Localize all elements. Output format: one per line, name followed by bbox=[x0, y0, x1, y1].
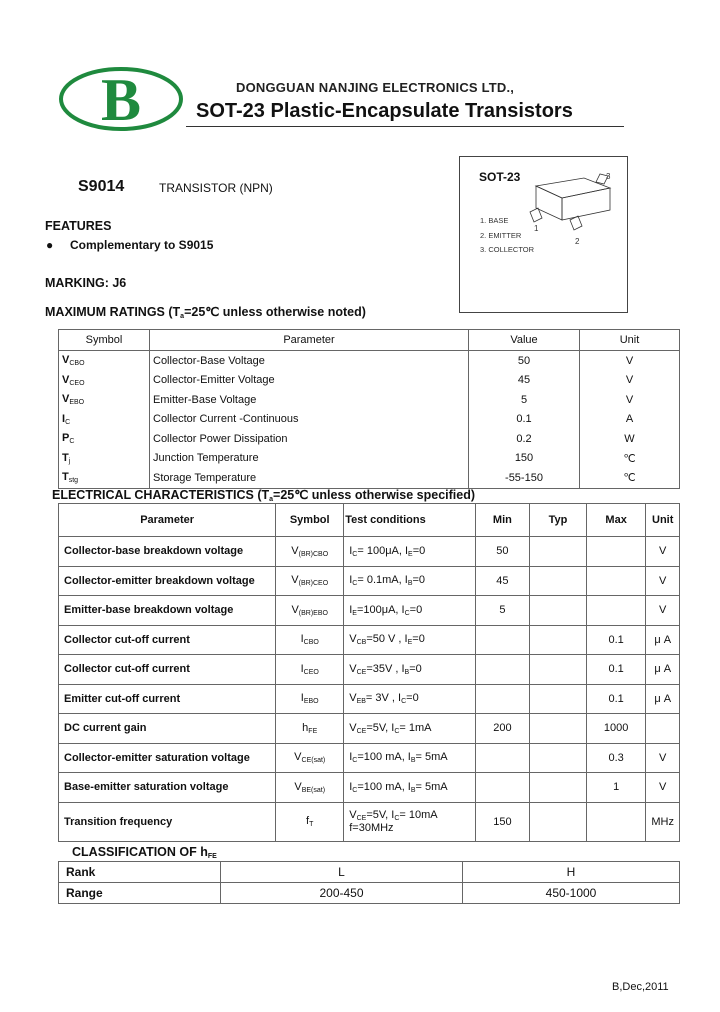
table-row bbox=[59, 625, 680, 655]
part-number: S9014 bbox=[78, 178, 125, 195]
feature-item: Complementary to S9015 bbox=[70, 238, 214, 252]
cell-min bbox=[475, 743, 529, 773]
table-row bbox=[59, 429, 680, 449]
cell-symbol: $V_{CBO}$ bbox=[59, 351, 150, 371]
range-h: 450-1000 bbox=[463, 883, 680, 904]
cell-parameter: Transition frequency bbox=[59, 802, 276, 841]
cell-unit: V bbox=[580, 371, 680, 391]
cell-unit: V bbox=[646, 537, 680, 567]
cell-max: 0.1 bbox=[586, 684, 646, 714]
cell-parameter: Emitter-Base Voltage bbox=[150, 390, 469, 410]
cell-parameter: Storage Temperature bbox=[150, 468, 469, 488]
cell-condition: $V_{CE}=5V$, $I_C= 1mA$ bbox=[344, 714, 476, 744]
cell-unit: V bbox=[646, 743, 680, 773]
cell-typ bbox=[530, 802, 587, 841]
max-ratings-table bbox=[58, 329, 680, 489]
cell-typ bbox=[530, 743, 587, 773]
cell-unit: V bbox=[580, 390, 680, 410]
table-row bbox=[59, 371, 680, 391]
table-row bbox=[59, 714, 680, 744]
col-unit: Unit bbox=[580, 330, 680, 351]
range-l: 200-450 bbox=[221, 883, 463, 904]
pin-label-base: 1. BASE bbox=[480, 216, 509, 225]
cell-unit: μ A bbox=[646, 625, 680, 655]
cell-max bbox=[586, 596, 646, 626]
cell-value: 50 bbox=[469, 351, 580, 371]
cell-parameter: Emitter cut-off current bbox=[59, 684, 276, 714]
cell-symbol: $V_{(BR)EBO}$ bbox=[276, 596, 344, 626]
col-max: Max bbox=[586, 504, 646, 537]
cell-condition: $I_C= 0.1mA$, $I_B=0$ bbox=[344, 566, 476, 596]
cell-symbol: $T_{stg}$ bbox=[59, 468, 150, 488]
cell-parameter: Collector cut-off current bbox=[59, 625, 276, 655]
cell-min bbox=[475, 625, 529, 655]
max-ratings-heading: MAXIMUM RATINGS ($T_a=25℃$ unless otherwise noted) bbox=[45, 305, 366, 320]
cell-parameter: Collector-base breakdown voltage bbox=[59, 537, 276, 567]
cell-value: 0.2 bbox=[469, 429, 580, 449]
pin-label-collector: 3. COLLECTOR bbox=[480, 245, 535, 254]
col-symbol: Symbol bbox=[59, 330, 150, 351]
cell-symbol: $P_C$ bbox=[59, 429, 150, 449]
table-row bbox=[59, 390, 680, 410]
classification-heading: CLASSIFICATION OF $h_{FE}$ bbox=[72, 845, 217, 860]
cell-parameter: Collector Power Dissipation bbox=[150, 429, 469, 449]
cell-parameter: Collector-Base Voltage bbox=[150, 351, 469, 371]
cell-condition: $V_{CE}=5V$, $I_C= 10mA$ f=30MHz bbox=[344, 802, 476, 841]
cell-symbol: $I_{CBO}$ bbox=[276, 625, 344, 655]
cell-typ bbox=[530, 537, 587, 567]
sot23-package-drawing bbox=[522, 168, 622, 252]
part-description: TRANSISTOR (NPN) bbox=[159, 181, 273, 195]
cell-condition: $I_E=100\mu A$, $I_C=0$ bbox=[344, 596, 476, 626]
cell-condition: $I_C=100$ mA, $I_B= 5mA$ bbox=[344, 773, 476, 803]
cell-value: 5 bbox=[469, 390, 580, 410]
electrical-heading: ELECTRICAL CHARACTERISTICS ($T_a=25℃$ unless otherwise specified) bbox=[52, 488, 476, 503]
cell-condition: $I_C= 100\mu A$, $I_E=0$ bbox=[344, 537, 476, 567]
company-logo bbox=[58, 66, 184, 132]
cell-parameter: Collector cut-off current bbox=[59, 655, 276, 685]
cell-value: -55-150 bbox=[469, 468, 580, 488]
table-row bbox=[59, 596, 680, 626]
cell-symbol: $V_{(BR)CBO}$ bbox=[276, 537, 344, 567]
cell-unit: ℃ bbox=[580, 449, 680, 469]
cell-min: 50 bbox=[475, 537, 529, 567]
cell-max: 1000 bbox=[586, 714, 646, 744]
cell-symbol: $V_{(BR)CEO}$ bbox=[276, 566, 344, 596]
col-parameter: Parameter bbox=[150, 330, 469, 351]
marking-label: MARKING: J6 bbox=[45, 276, 127, 290]
cell-symbol: $V_{CE(sat)}$ bbox=[276, 743, 344, 773]
cell-unit: W bbox=[580, 429, 680, 449]
cell-unit bbox=[646, 714, 680, 744]
cell-symbol: $f_T$ bbox=[276, 802, 344, 841]
cell-symbol: $I_{EBO}$ bbox=[276, 684, 344, 714]
cell-unit: μ A bbox=[646, 655, 680, 685]
revision-date: B,Dec,2011 bbox=[612, 981, 669, 993]
pin-number-1: 1 bbox=[534, 224, 539, 233]
cell-min bbox=[475, 684, 529, 714]
rank-l: L bbox=[221, 862, 463, 883]
cell-condition: $I_C=100$ mA, $I_B= 5mA$ bbox=[344, 743, 476, 773]
cell-max: 0.3 bbox=[586, 743, 646, 773]
col-typ: Typ bbox=[530, 504, 587, 537]
range-label: Range bbox=[59, 883, 221, 904]
cell-typ bbox=[530, 773, 587, 803]
cell-symbol: $V_{BE(sat)}$ bbox=[276, 773, 344, 803]
table-row bbox=[59, 449, 680, 469]
cell-min bbox=[475, 773, 529, 803]
cell-typ bbox=[530, 566, 587, 596]
cell-typ bbox=[530, 714, 587, 744]
pin-number-3: 3 bbox=[606, 172, 611, 181]
cell-max bbox=[586, 566, 646, 596]
cell-parameter: Emitter-base breakdown voltage bbox=[59, 596, 276, 626]
cell-max bbox=[586, 802, 646, 841]
logo-letter: B bbox=[100, 67, 142, 132]
cell-symbol: $I_C$ bbox=[59, 410, 150, 430]
cell-min: 5 bbox=[475, 596, 529, 626]
cell-typ bbox=[530, 625, 587, 655]
package-title: SOT-23 bbox=[479, 170, 521, 184]
table-row bbox=[59, 802, 680, 841]
cell-symbol: $T_j$ bbox=[59, 449, 150, 469]
cell-symbol: $V_{EBO}$ bbox=[59, 390, 150, 410]
cell-parameter: Collector-emitter breakdown voltage bbox=[59, 566, 276, 596]
table-row bbox=[59, 537, 680, 567]
table-row bbox=[59, 684, 680, 714]
cell-parameter: Collector-emitter saturation voltage bbox=[59, 743, 276, 773]
cell-value: 0.1 bbox=[469, 410, 580, 430]
cell-min: 150 bbox=[475, 802, 529, 841]
cell-typ bbox=[530, 655, 587, 685]
cell-unit: A bbox=[580, 410, 680, 430]
electrical-table bbox=[58, 503, 680, 842]
table-row bbox=[59, 351, 680, 371]
classification-table bbox=[58, 861, 680, 904]
table-row bbox=[59, 410, 680, 430]
cell-unit: V bbox=[646, 596, 680, 626]
rank-label: Rank bbox=[59, 862, 221, 883]
cell-symbol: $h_{FE}$ bbox=[276, 714, 344, 744]
title-divider bbox=[186, 126, 624, 127]
cell-unit: V bbox=[646, 773, 680, 803]
table-row bbox=[59, 468, 680, 488]
table-row bbox=[59, 743, 680, 773]
cell-max: 0.1 bbox=[586, 625, 646, 655]
table-row bbox=[59, 773, 680, 803]
col-test-conditions: Test conditions bbox=[344, 504, 476, 537]
cell-max: 1 bbox=[586, 773, 646, 803]
cell-symbol: $I_{CEO}$ bbox=[276, 655, 344, 685]
table-row bbox=[59, 566, 680, 596]
table-row bbox=[59, 655, 680, 685]
features-heading: FEATURES bbox=[45, 219, 112, 233]
cell-min: 200 bbox=[475, 714, 529, 744]
col-symbol: Symbol bbox=[276, 504, 344, 537]
cell-unit: ℃ bbox=[580, 468, 680, 488]
cell-condition: $V_{CE}=35V$ , $I_B=0$ bbox=[344, 655, 476, 685]
bullet-icon: ● bbox=[46, 238, 54, 252]
cell-unit: μ A bbox=[646, 684, 680, 714]
pin-label-emitter: 2. EMITTER bbox=[480, 231, 522, 240]
cell-min: 45 bbox=[475, 566, 529, 596]
cell-condition: $V_{EB}= 3V$ , $I_C=0$ bbox=[344, 684, 476, 714]
cell-parameter: Collector Current -Continuous bbox=[150, 410, 469, 430]
cell-parameter: Base-emitter saturation voltage bbox=[59, 773, 276, 803]
cell-symbol: $V_{CEO}$ bbox=[59, 371, 150, 391]
cell-typ bbox=[530, 684, 587, 714]
cell-typ bbox=[530, 596, 587, 626]
cell-value: 150 bbox=[469, 449, 580, 469]
company-name: DONGGUAN NANJING ELECTRONICS LTD., bbox=[236, 80, 515, 95]
cell-condition: $V_{CB}=50$ V , $I_E=0$ bbox=[344, 625, 476, 655]
col-unit: Unit bbox=[646, 504, 680, 537]
cell-max bbox=[586, 537, 646, 567]
rank-h: H bbox=[463, 862, 680, 883]
cell-min bbox=[475, 655, 529, 685]
pin-number-2: 2 bbox=[575, 237, 580, 246]
col-value: Value bbox=[469, 330, 580, 351]
cell-parameter: DC current gain bbox=[59, 714, 276, 744]
cell-unit: V bbox=[580, 351, 680, 371]
document-title: SOT-23 Plastic-Encapsulate Transistors bbox=[196, 100, 573, 122]
col-min: Min bbox=[475, 504, 529, 537]
cell-unit: MHz bbox=[646, 802, 680, 841]
cell-value: 45 bbox=[469, 371, 580, 391]
cell-parameter: Collector-Emitter Voltage bbox=[150, 371, 469, 391]
cell-unit: V bbox=[646, 566, 680, 596]
cell-max: 0.1 bbox=[586, 655, 646, 685]
cell-parameter: Junction Temperature bbox=[150, 449, 469, 469]
col-parameter: Parameter bbox=[59, 504, 276, 537]
